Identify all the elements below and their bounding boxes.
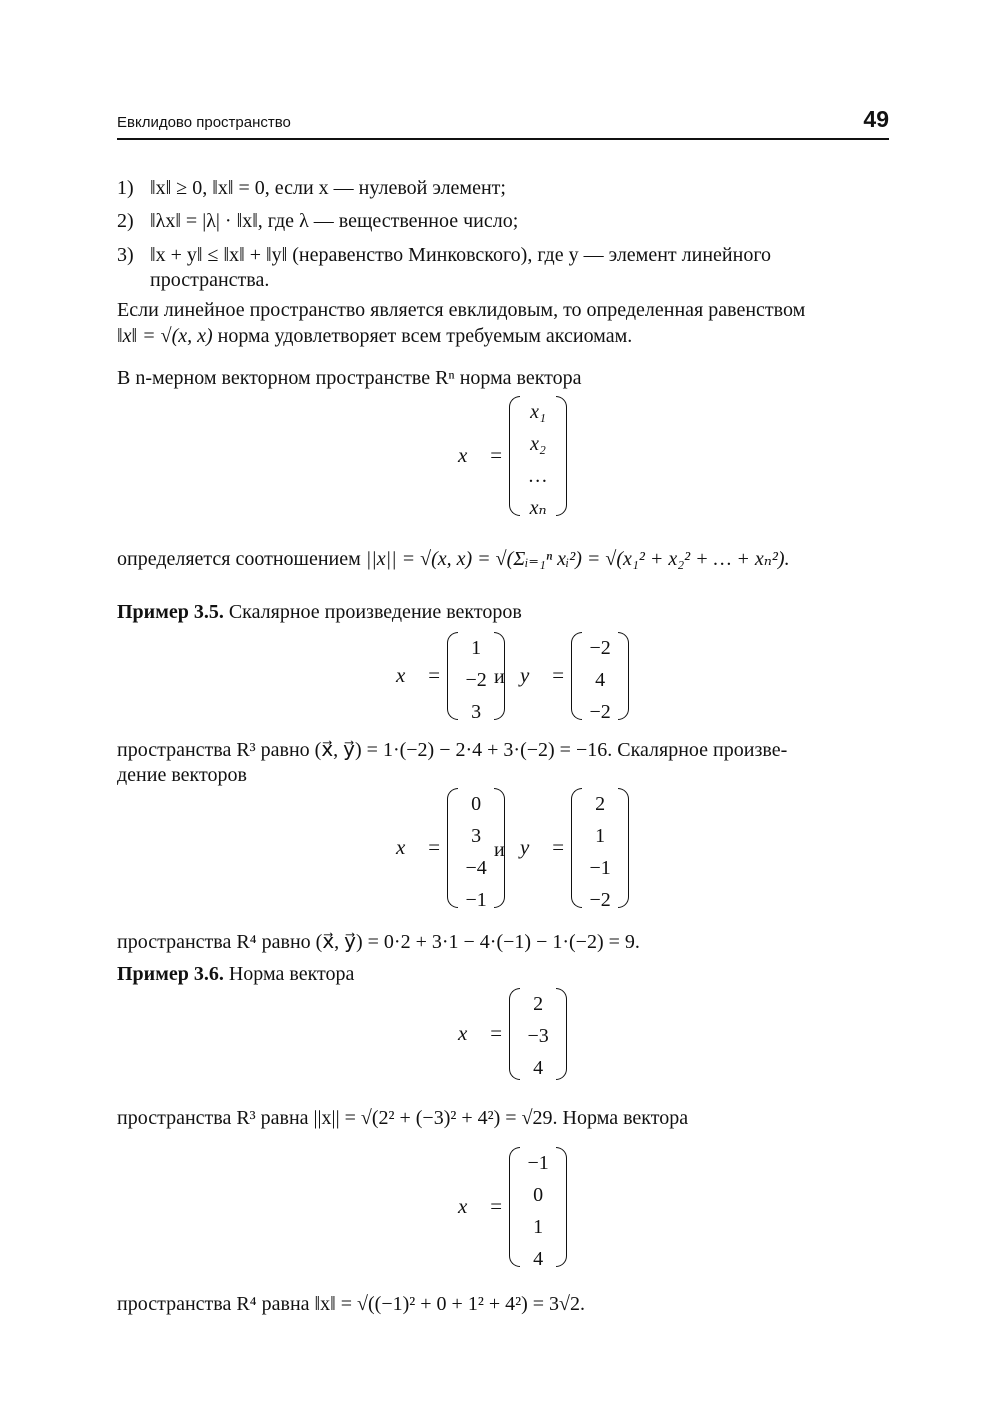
example-3-6-result2: пространства R⁴ равна ‖x‖ = √((−1)² + 0 + 1² + 4²) = 3√2.: [117, 1293, 586, 1315]
vector-bracket: [509, 1147, 567, 1270]
example-text: Норма вектора: [228, 963, 355, 985]
vector-lhs: y⃗ =: [520, 663, 566, 688]
axiom-3-cont: пространства.: [150, 269, 270, 291]
vector-general: [458, 396, 567, 519]
vector-cell: −4: [465, 857, 487, 879]
para1-rest: норма удовлетворяет всем требуемым аксиомам.: [217, 325, 633, 347]
vector-cell: 3: [471, 825, 482, 847]
vector-lhs: x⃗ =: [458, 443, 504, 468]
vector-cell: −2: [589, 637, 611, 659]
example-3-5-result1-cont: дение векторов: [117, 764, 247, 786]
axiom-text: ‖λx‖ = |λ| · ‖x‖, где λ — вещественное число;: [150, 210, 519, 232]
example-3-6-result1: пространства R³ равна ||x|| = √(2² + (−3)² + 4²) = √29. Норма вектора: [117, 1107, 689, 1129]
axiom-num: 3): [117, 244, 134, 266]
axiom-text: ‖x‖ ≥ 0, ‖x‖ = 0, если x — нулевой элемент;: [150, 177, 506, 199]
vector-cell: −3: [527, 1025, 549, 1047]
norm-definition-formula: ||x|| = √(x, x) = √(Σᵢ₌₁ⁿ xᵢ²) = √(x₁² + x₂² + … + xₙ²).: [365, 548, 790, 570]
page-number: 49: [863, 106, 889, 132]
vector-bracket: [509, 396, 567, 519]
example-3-5-result2: пространства R⁴ равно (x⃗, y⃗) = 0·2 + 3·1 − 4·(−1) − 1·(−2) = 9.: [117, 931, 640, 953]
vector-cell: −2: [465, 669, 487, 691]
vector-y-3d: [520, 632, 629, 723]
axiom-1: [117, 176, 506, 200]
vector-cell: 1: [595, 825, 606, 847]
para3-text: определяется соотношением: [117, 548, 361, 570]
vector-cell: 1: [471, 637, 482, 659]
vector-x-4d: [396, 788, 505, 911]
vector-cell: …: [529, 465, 547, 487]
vector-cell: −1: [527, 1152, 549, 1174]
vector-lhs: x⃗ =: [458, 1194, 504, 1219]
example-3-5-heading: [117, 600, 522, 624]
vector-lhs: y⃗ =: [520, 835, 566, 860]
vector-v-4d: [458, 1147, 567, 1270]
vector-cell: 3: [471, 701, 482, 723]
vector-bracket: [509, 988, 567, 1080]
vector-x-3d: [396, 632, 505, 723]
vector-cell: 0: [471, 793, 482, 815]
vector-cell: 4: [533, 1248, 544, 1270]
vector-y-4d: [520, 788, 629, 911]
vector-cell: x₂: [530, 433, 546, 455]
vector-cell: −1: [589, 857, 611, 879]
vector-cell: xₙ: [529, 497, 547, 519]
example-3-6-heading: [117, 962, 354, 986]
vector-cell: −1: [465, 889, 487, 911]
vector-v-3d: [458, 988, 567, 1080]
axiom-num: 1): [117, 177, 134, 199]
vector-cell: 4: [533, 1057, 544, 1079]
axiom-2: [117, 209, 518, 233]
vector-cell: 1: [533, 1216, 544, 1238]
vector-lhs: x⃗ =: [396, 835, 442, 860]
axiom-text: ‖x + y‖ ≤ ‖x‖ + ‖y‖ (неравенство Минковского), где y — элемент линейного: [150, 244, 772, 266]
vector-bracket: [571, 632, 629, 723]
vector-cell: 0: [533, 1184, 544, 1206]
vector-lhs: x⃗ =: [396, 663, 442, 688]
norm-formula: ‖x‖ = √(x, x): [117, 325, 213, 347]
vector-cell: x₁: [530, 401, 546, 423]
axiom-num: 2): [117, 210, 134, 232]
vector-cell: 4: [595, 669, 606, 691]
para3: [117, 547, 790, 571]
vector-cell: 2: [595, 793, 606, 815]
para1-line2: [117, 324, 632, 348]
vector-cell: −2: [589, 701, 611, 723]
para1-line1: Если линейное пространство является евклидовым, то определенная равенством: [117, 299, 806, 321]
conjunction-and: и: [494, 839, 505, 861]
example-3-5-result1: пространства R³ равно (x⃗, y⃗) = 1·(−2) − 2·4 + 3·(−2) = −16. Скалярное произве-: [117, 739, 788, 761]
vector-cell: 2: [533, 993, 544, 1015]
example-text: Скалярное произведение векторов: [228, 601, 522, 623]
vector-bracket: [571, 788, 629, 911]
example-title: Пример 3.5.: [117, 601, 224, 623]
running-header: [117, 108, 889, 140]
axiom-3: [117, 243, 771, 267]
example-title: Пример 3.6.: [117, 963, 224, 985]
para2: В n-мерном векторном пространстве Rⁿ норма вектора: [117, 367, 582, 389]
chapter-title: Евклидово пространство: [117, 114, 291, 131]
vector-cell: −2: [589, 889, 611, 911]
vector-lhs: x⃗ =: [458, 1021, 504, 1046]
conjunction-and: и: [494, 666, 505, 688]
